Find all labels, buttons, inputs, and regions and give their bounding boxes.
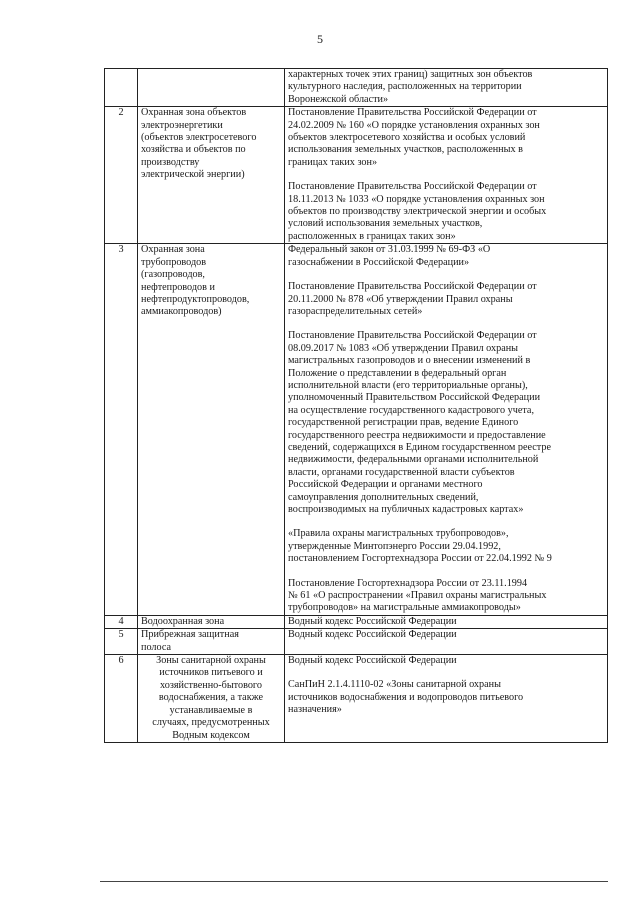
legal-document-paragraph: Водный кодекс Российской Федерации xyxy=(288,655,457,667)
zones-table-body xyxy=(105,69,608,743)
row-number: 6 xyxy=(105,655,138,743)
table-row xyxy=(105,615,608,628)
legal-document-paragraph: характерных точек этих границ) защитных зон объектов культурного наследия, расположенных на территории Воронежской области» xyxy=(288,69,533,105)
zone-name: Зоны санитарной охраны источников питьевого и хозяйственно-бытового водоснабжения, а также устанавливаемые в случаях, предусмотренных Водным кодексом xyxy=(152,655,270,741)
table-row xyxy=(105,107,608,244)
row-number xyxy=(105,69,138,107)
table-row xyxy=(105,244,608,616)
legal-document-paragraph: Постановление Правительства Российской Федерации от 18.11.2013 № 1033 «О порядке установления охранных зон объектов по производству электрической энергии и особых условий использования земельных участков, расположенных в границах таких зон» xyxy=(288,181,547,242)
legal-basis-cell xyxy=(285,629,608,655)
zone-name: Водоохранная зона xyxy=(141,615,225,627)
zone-name: Охранная зона трубопроводов (газопроводов, нефтепроводов и нефтепродуктопроводов, аммиакопроводов) xyxy=(141,244,250,318)
zone-name-cell xyxy=(138,107,285,244)
legal-document-paragraph: Постановление Правительства Российской Федерации от 08.09.2017 № 1083 «Об утверждении Правил охраны магистральных газопроводов и о внесении изменений в Положение о представлении в федеральный орган исполнительной власти (его территориальные органы), уполномоченный Правительством Российской Федерации на осуществление государственного кадастрового учета, государственной регистрации прав, ведение Единого государственного реестра недвижимости и предоставление сведений, содержащихся в Едином государственном реестре недвижимости, федеральными органами исполнительной власти, органами государственной власти субъектов Российской Федерации и органами местного самоуправления дополнительных сведений, воспроизводимых на публичных кадастровых картах» xyxy=(288,330,551,515)
page-number: 5 xyxy=(317,32,323,46)
zone-name: Прибрежная защитная полоса xyxy=(141,629,239,653)
legal-basis-cell xyxy=(285,655,608,743)
row-number: 2 xyxy=(105,107,138,244)
zones-table xyxy=(104,68,608,743)
zone-name: Охранная зона объектов электроэнергетики (объектов электросетевого хозяйства и объектов по производству электрической энергии) xyxy=(141,107,257,181)
legal-document-paragraph: СанПиН 2.1.4.1110-02 «Зоны санитарной охраны источников водоснабжения и водопроводов питьевого назначения» xyxy=(288,679,524,716)
zone-name-cell xyxy=(138,629,285,655)
legal-basis-cell xyxy=(285,615,608,628)
footer-divider xyxy=(100,881,608,882)
table-row xyxy=(105,629,608,655)
legal-document-paragraph: «Правила охраны магистральных трубопроводов», утвержденные Минтопэнерго России 29.04.1992, постановлением Госгортехнадзора России от 22.04.1992 № 9 xyxy=(288,528,552,565)
legal-document-paragraph: Постановление Госгортехнадзора России от 23.11.1994 № 61 «О распространении «Правил охраны магистральных трубопроводов» на магистральные аммиакопроводы» xyxy=(288,577,547,614)
legal-document-paragraph: Федеральный закон от 31.03.1999 № 69-ФЗ «О газоснабжении в Российской Федерации» xyxy=(288,244,491,268)
legal-basis-cell xyxy=(285,107,608,244)
row-number: 5 xyxy=(105,629,138,655)
legal-basis-cell xyxy=(285,69,608,107)
legal-document-paragraph: Водный кодекс Российской Федерации xyxy=(288,629,457,641)
table-row xyxy=(105,69,608,107)
row-number: 3 xyxy=(105,244,138,616)
zone-name-cell xyxy=(138,244,285,616)
zone-name-cell xyxy=(138,655,285,743)
legal-document-paragraph: Постановление Правительства Российской Федерации от 20.11.2000 № 878 «Об утверждении Правил охраны газораспределительных сетей» xyxy=(288,281,537,317)
zone-name-cell xyxy=(138,615,285,628)
legal-document-paragraph: Постановление Правительства Российской Федерации от 24.02.2009 № 160 «О порядке установления охранных зон объектов электросетевого хозяйства и особых условий использования земельных участков, расположенных в границах таких зон» xyxy=(288,107,540,168)
zone-name-cell xyxy=(138,69,285,107)
legal-document-paragraph: Водный кодекс Российской Федерации xyxy=(288,615,457,627)
row-number: 4 xyxy=(105,615,138,628)
table-row xyxy=(105,655,608,743)
legal-basis-cell xyxy=(285,244,608,616)
